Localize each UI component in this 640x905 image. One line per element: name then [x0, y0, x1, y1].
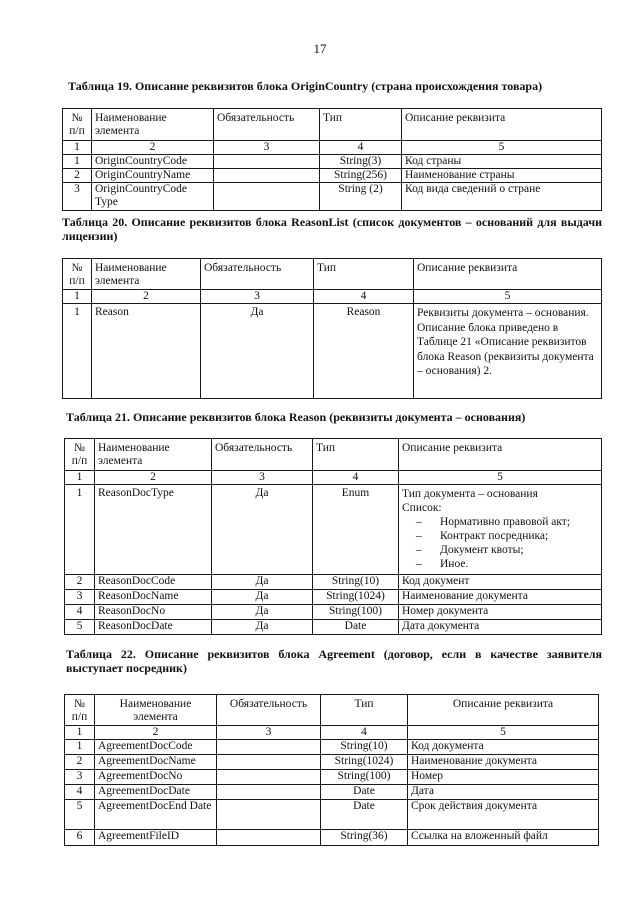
- table-row: [65, 800, 599, 830]
- type-value: String (2): [320, 183, 402, 211]
- description-list-title: Список:: [402, 502, 442, 514]
- table-21: [64, 438, 602, 635]
- type-value: String(36): [321, 830, 408, 846]
- element-name: AgreementDocName: [95, 755, 217, 770]
- header-cell-name: Наименование элемента: [95, 695, 217, 726]
- element-name: AgreementDocNo: [95, 770, 217, 785]
- type-value: String(100): [321, 770, 408, 785]
- description: Дата: [408, 785, 599, 800]
- element-name: Reason: [92, 304, 201, 399]
- table-row: [65, 740, 599, 755]
- header-cell-required: Обязательность: [212, 439, 313, 471]
- table-row: [65, 770, 599, 785]
- table-19: [62, 108, 602, 211]
- table-row: [65, 575, 602, 590]
- index-cell: 2: [92, 290, 201, 304]
- row-number: 4: [65, 605, 95, 620]
- header-cell-number: № п/п: [63, 259, 92, 290]
- index-cell: 3: [217, 726, 321, 740]
- header-cell-description: Описание реквизита: [402, 109, 602, 141]
- index-cell: 5: [408, 726, 599, 740]
- row-number: 3: [65, 590, 95, 605]
- element-name: OriginCountryName: [92, 169, 214, 183]
- header-cell-type: Тип: [314, 259, 414, 290]
- table-row: [63, 155, 602, 169]
- index-cell: 1: [63, 141, 92, 155]
- required-value: Да: [212, 590, 313, 605]
- row-number: 6: [65, 830, 95, 846]
- type-value: Date: [321, 800, 408, 830]
- required-value: [217, 800, 321, 830]
- required-value: Да: [212, 575, 313, 590]
- row-number: 5: [65, 620, 95, 635]
- type-value: String(10): [313, 575, 399, 590]
- index-cell: 1: [63, 290, 92, 304]
- table-row: [63, 183, 602, 211]
- index-cell: 2: [95, 726, 217, 740]
- table-20-caption: Таблица 20. Описание реквизитов блока ReasonList (список документов – оснований для выдачи лицензии): [62, 215, 602, 243]
- required-value: Да: [212, 620, 313, 635]
- element-name: AgreementDocEnd Date: [95, 800, 217, 830]
- type-value: Enum: [313, 485, 399, 575]
- list-item: – Документ квоты;: [416, 543, 598, 557]
- description: Ссылка на вложенный файл: [408, 830, 599, 846]
- element-name: AgreementDocDate: [95, 785, 217, 800]
- index-cell: 4: [320, 141, 402, 155]
- page-number: 17: [313, 41, 327, 56]
- index-cell: 1: [65, 471, 95, 485]
- table-row: [63, 304, 602, 399]
- element-name: OriginCountryCode Type: [92, 183, 214, 211]
- header-cell-type: Тип: [321, 695, 408, 726]
- header-cell-number: № п/п: [63, 109, 92, 141]
- description: Код документ: [399, 575, 602, 590]
- required-value: [217, 755, 321, 770]
- row-number: 5: [65, 800, 95, 830]
- required-value: [217, 785, 321, 800]
- description: [399, 485, 602, 575]
- type-value: String(3): [320, 155, 402, 169]
- row-number: 3: [63, 183, 92, 211]
- index-cell: 1: [65, 726, 95, 740]
- header-cell-number: № п/п: [65, 439, 95, 471]
- description: Реквизиты документа – основания. Описание блока приведено в Таблице 21 «Описание реквизитов блока Reason (реквизиты документа – основания) 2.: [414, 304, 602, 399]
- list-item: – Иное.: [416, 557, 598, 571]
- table-row: [65, 485, 602, 575]
- description: Код вида сведений о стране: [402, 183, 602, 211]
- index-cell: 5: [414, 290, 602, 304]
- element-name: ReasonDocCode: [95, 575, 212, 590]
- list-item: – Нормативно правовой акт;: [416, 515, 598, 529]
- index-cell: 5: [402, 141, 602, 155]
- table-row: [63, 169, 602, 183]
- type-value: Date: [313, 620, 399, 635]
- description: Наименование страны: [402, 169, 602, 183]
- table-row: [65, 755, 599, 770]
- description: Номер: [408, 770, 599, 785]
- index-cell: 3: [212, 471, 313, 485]
- type-value: Date: [321, 785, 408, 800]
- description-list: [402, 515, 598, 571]
- row-number: 1: [65, 740, 95, 755]
- table-20: [62, 258, 602, 399]
- description: Номер документа: [399, 605, 602, 620]
- type-value: String(1024): [313, 590, 399, 605]
- table-row: [65, 785, 599, 800]
- index-cell: 4: [321, 726, 408, 740]
- header-cell-required: Обязательность: [217, 695, 321, 726]
- header-cell-name: Наименование элемента: [92, 259, 201, 290]
- index-cell: 2: [92, 141, 214, 155]
- type-value: Reason: [314, 304, 414, 399]
- element-name: ReasonDocType: [95, 485, 212, 575]
- required-value: Да: [212, 605, 313, 620]
- header-cell-name: Наименование элемента: [95, 439, 212, 471]
- index-cell: 3: [214, 141, 320, 155]
- element-name: ReasonDocDate: [95, 620, 212, 635]
- element-name: AgreementFileID: [95, 830, 217, 846]
- required-value: [214, 183, 320, 211]
- row-number: 1: [63, 155, 92, 169]
- required-value: [217, 770, 321, 785]
- element-name: ReasonDocName: [95, 590, 212, 605]
- description-text: Тип документа – основания: [402, 488, 538, 500]
- table-22-caption: Таблица 22. Описание реквизитов блока Agreement (договор, если в качестве заявителя выступает посредник): [66, 647, 602, 675]
- description: Наименование документа: [399, 590, 602, 605]
- element-name: ReasonDocNo: [95, 605, 212, 620]
- index-cell: 5: [399, 471, 602, 485]
- type-value: String(256): [320, 169, 402, 183]
- table-row: [65, 620, 602, 635]
- list-item: – Контракт посредника;: [416, 529, 598, 543]
- header-cell-description: Описание реквизита: [408, 695, 599, 726]
- element-name: AgreementDocCode: [95, 740, 217, 755]
- table-row: [65, 605, 602, 620]
- type-value: String(100): [313, 605, 399, 620]
- required-value: Да: [212, 485, 313, 575]
- index-cell: 4: [314, 290, 414, 304]
- header-cell-description: Описание реквизита: [399, 439, 602, 471]
- index-cell: 4: [313, 471, 399, 485]
- required-value: Да: [201, 304, 314, 399]
- table-22: [64, 694, 599, 846]
- type-value: String(10): [321, 740, 408, 755]
- description: Код страны: [402, 155, 602, 169]
- header-cell-name: Наименование элемента: [92, 109, 214, 141]
- required-value: [217, 740, 321, 755]
- row-number: 2: [65, 575, 95, 590]
- required-value: [217, 830, 321, 846]
- required-value: [214, 169, 320, 183]
- required-value: [214, 155, 320, 169]
- table-19-caption: Таблица 19. Описание реквизитов блока OriginCountry (страна происхождения товара): [68, 79, 543, 93]
- index-cell: 3: [201, 290, 314, 304]
- row-number: 4: [65, 785, 95, 800]
- type-value: String(1024): [321, 755, 408, 770]
- element-name: OriginCountryCode: [92, 155, 214, 169]
- table-row: [65, 590, 602, 605]
- header-cell-number: № п/п: [65, 695, 95, 726]
- index-cell: 2: [95, 471, 212, 485]
- header-cell-type: Тип: [320, 109, 402, 141]
- description: Код документа: [408, 740, 599, 755]
- header-cell-type: Тип: [313, 439, 399, 471]
- row-number: 1: [63, 304, 92, 399]
- row-number: 1: [65, 485, 95, 575]
- header-cell-required: Обязательность: [214, 109, 320, 141]
- row-number: 2: [65, 755, 95, 770]
- header-cell-description: Описание реквизита: [414, 259, 602, 290]
- row-number: 2: [63, 169, 92, 183]
- description: Дата документа: [399, 620, 602, 635]
- description: Срок действия документа: [408, 800, 599, 830]
- table-row: [65, 830, 599, 846]
- row-number: 3: [65, 770, 95, 785]
- description: Наименование документа: [408, 755, 599, 770]
- header-cell-required: Обязательность: [201, 259, 314, 290]
- table-21-caption: Таблица 21. Описание реквизитов блока Reason (реквизиты документа – основания): [66, 410, 526, 424]
